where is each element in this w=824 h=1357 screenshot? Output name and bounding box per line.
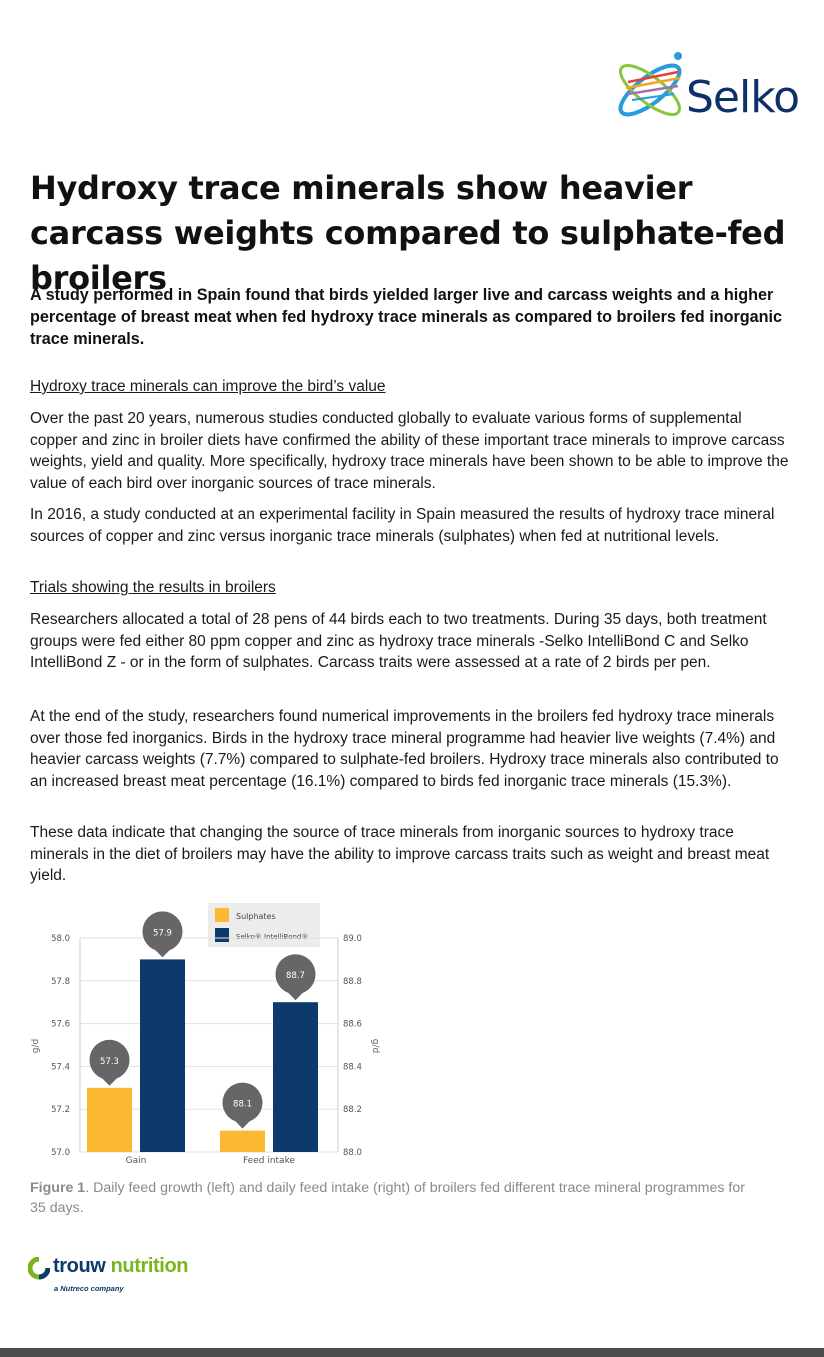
bar-sulphates-feed-intake — [220, 1131, 265, 1152]
y-tick-label-left: 57.4 — [51, 1062, 70, 1073]
data-label: 57.3 — [100, 1056, 119, 1067]
caption-text: . Daily feed growth (left) and daily feed intake (right) of broilers fed different trace mineral programmes for 35 days. — [30, 1180, 745, 1216]
y-tick-label-left: 57.6 — [51, 1019, 70, 1030]
data-label: 88.1 — [233, 1099, 252, 1110]
paragraph: These data indicate that changing the source of trace minerals from inorganic sources to hydroxy trace minerals in the diet of broilers may have the ability to improve carcass traits such as weight and breast meat yield. — [30, 824, 770, 884]
caption-label: Figure 1 — [30, 1180, 86, 1196]
y-axis-label-left: g/d — [31, 1038, 41, 1054]
legend-swatch-sulphates — [215, 908, 229, 922]
y-tick-label-left: 58.0 — [51, 934, 70, 944]
page-title: Hydroxy trace minerals show heavier carcass weights compared to sulphate-fed broilers — [30, 169, 786, 297]
y-tick-label-left: 57.0 — [51, 1148, 70, 1158]
legend-swatch-intellibond — [215, 928, 229, 942]
nutrition-word: nutrition — [105, 1255, 189, 1277]
selko-logo — [608, 42, 818, 138]
section-heading-value: Hydroxy trace minerals can improve the bird’s value — [30, 378, 386, 395]
y-tick-label-right: 88.2 — [343, 1105, 362, 1116]
selko-wordmark: Selko — [686, 72, 800, 123]
y-tick-label-right: 88.0 — [343, 1148, 362, 1158]
trouw-wordmark — [53, 1255, 188, 1278]
y-tick-label-right: 88.4 — [343, 1062, 362, 1073]
section-heading-trials: Trials showing the results in broilers — [30, 579, 276, 596]
x-category-label: Gain — [125, 1156, 147, 1166]
paragraph: In 2016, a study conducted at an experimental facility in Spain measured the results of hydroxy trace mineral sources of copper and zinc versus inorganic trace minerals (sulphates) when fed at nutritional levels. — [30, 506, 775, 545]
y-tick-label-right: 88.8 — [343, 976, 362, 987]
paragraph: At the end of the study, researchers found numerical improvements in the broilers fed hydroxy trace minerals over those fed inorganics. Birds in the hydroxy trace mineral programme had heavier live weights (7.4%) and heavier carcass weights (7.7%) compared to sulphate-fed broilers. Hydroxy trace minerals also contributed to an increased breast meat percentage (16.1%) compared to birds fed inorganic trace minerals (15.3%). — [30, 708, 779, 790]
y-tick-label-left: 57.8 — [51, 976, 70, 987]
y-tick-label-right: 88.6 — [343, 1019, 362, 1030]
bar-chart — [28, 896, 388, 1172]
data-label: 57.9 — [153, 928, 172, 939]
trouw-swirl-icon — [28, 1257, 50, 1281]
legend-label-sulphates: Sulphates — [236, 912, 276, 921]
paragraph: Researchers allocated a total of 28 pens of 44 birds each to two treatments. During 35 days, both treatment groups were fed either 80 ppm copper and zinc as hydroxy trace minerals -Selko IntelliBond C and Selko IntelliBond Z - or in the form of sulphates. Carcass traits were assessed at a rate of 2 birds per pen. — [30, 611, 767, 671]
legend-label-intellibond: Selko® IntelliBond® — [236, 933, 309, 941]
y-tick-label-left: 57.2 — [51, 1105, 70, 1116]
bar-sulphates-gain — [87, 1088, 132, 1152]
bar-intellibond-feed-intake — [273, 1002, 318, 1152]
data-label: 88.7 — [286, 971, 305, 982]
selko-atom-icon — [608, 42, 688, 138]
trouw-word: trouw — [53, 1255, 106, 1277]
y-tick-label-right: 89.0 — [343, 934, 362, 944]
figure-caption — [30, 1178, 750, 1218]
bottom-bar — [0, 1348, 824, 1357]
lead-paragraph: A study performed in Spain found that birds yielded larger live and carcass weights and a higher percentage of breast meat when fed hydroxy trace minerals as compared to broilers fed inorganic trace minerals. — [30, 286, 783, 348]
x-category-label: Feed intake — [242, 1156, 296, 1166]
paragraph: Over the past 20 years, numerous studies conducted globally to evaluate various forms of supplemental copper and zinc in broiler diets have confirmed the ability of these important trace minerals to improve carcass weights, yield and quality. More specifically, hydroxy trace minerals have been shown to be able to improve the value of each bird over inorganic sources of trace minerals. — [30, 410, 789, 492]
trouw-tagline: a Nutreco company — [54, 1284, 124, 1293]
bar-intellibond-gain — [140, 959, 185, 1152]
trouw-nutrition-logo — [28, 1254, 228, 1298]
y-axis-label-right: g/d — [370, 1038, 380, 1054]
